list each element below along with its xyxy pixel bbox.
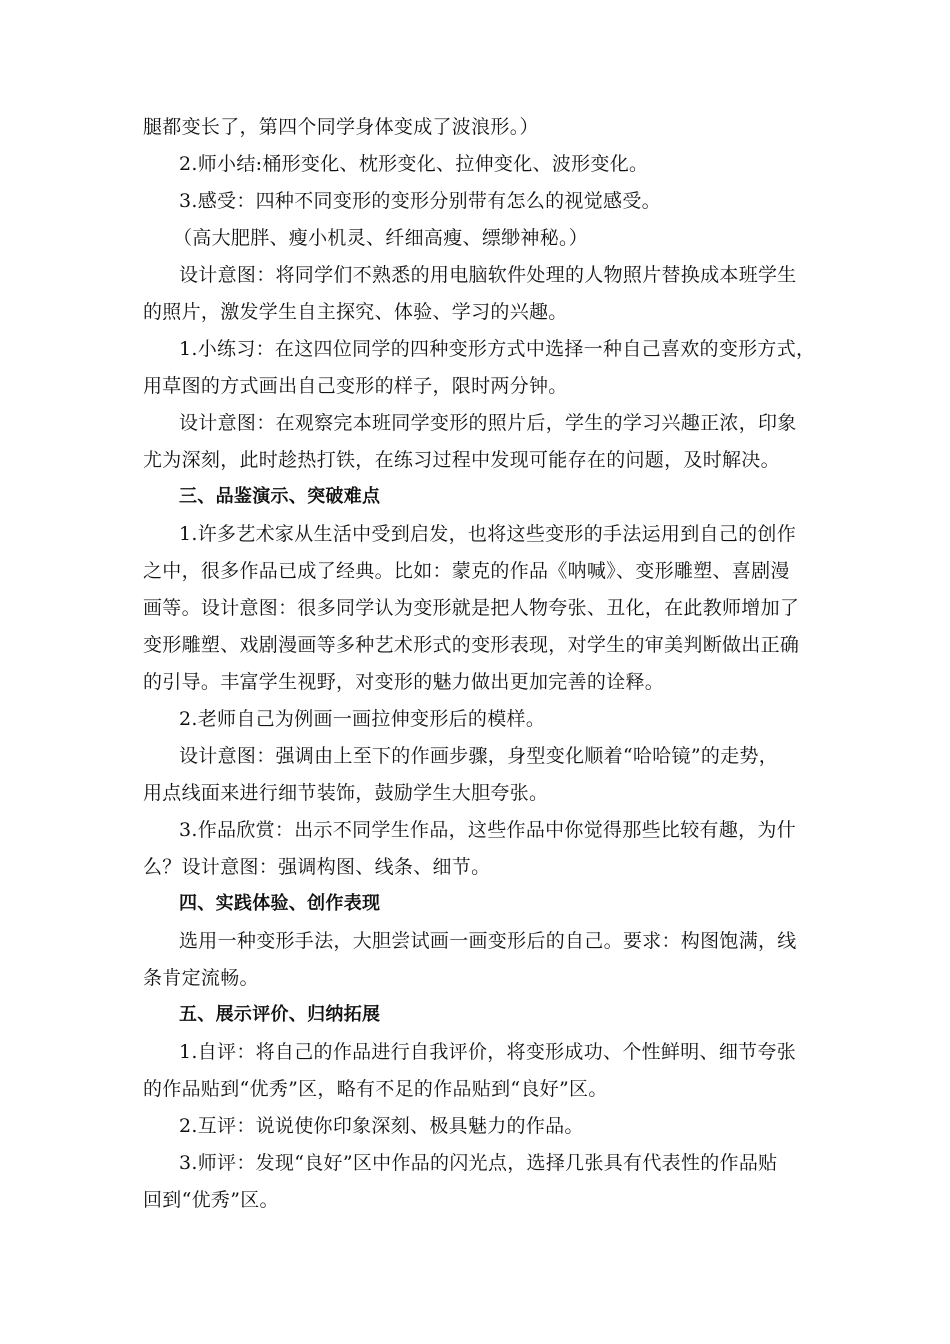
paragraph-line: 设计意图：在观察完本班同学变形的照片后，学生的学习兴趣正浓，印象 <box>179 412 797 434</box>
paragraph-line: 3.感受：四种不同变形的变形分别带有怎么的视觉感受。 <box>179 190 661 212</box>
paragraph-line: 尤为深刻，此时趁热打铁，在练习过程中发现可能存在的问题，及时解决。 <box>143 449 780 471</box>
paragraph-line: （高大肥胖、瘦小机灵、纤细高瘦、缥缈神秘。） <box>173 227 589 249</box>
paragraph-line: 2.师小结:桶形变化、枕形变化、拉伸变化、波形变化。 <box>179 153 649 175</box>
paragraph-line: 之中，很多作品已成了经典。比如：蒙克的作品《呐喊》、变形雕塑、喜剧漫 <box>143 560 790 582</box>
paragraph-line: 么？设计意图：强调构图、线条、细节。 <box>143 856 491 878</box>
paragraph-line: 腿都变长了，第四个同学身体变成了波浪形。） <box>143 116 539 138</box>
paragraph-line: 的照片，激发学生自主探究、体验、学习的兴趣。 <box>143 301 568 323</box>
paragraph-line: 2.老师自己为例画一画拉伸变形后的模样。 <box>179 708 546 730</box>
paragraph-line: 变形雕塑、戏剧漫画等多种艺术形式的变形表现，对学生的审美判断做出正确 <box>143 634 800 656</box>
paragraph-line: 1.自评：将自己的作品进行自我评价，将变形成功、个性鲜明、细节夸张 <box>179 1041 797 1063</box>
paragraph-line: 的作品贴到“优秀”区，略有不足的作品贴到“良好”区。 <box>143 1078 608 1100</box>
paragraph-line: 的引导。丰富学生视野，对变形的魅力做出更加完善的诠释。 <box>143 671 665 693</box>
paragraph-line: 2.互评：说说使你印象深刻、极具魅力的作品。 <box>179 1115 584 1137</box>
section-heading: 三、品鉴演示、突破难点 <box>179 486 381 507</box>
section-heading: 五、展示评价、归纳拓展 <box>179 1004 381 1025</box>
paragraph-line: 设计意图：将同学们不熟悉的用电脑软件处理的人物照片替换成本班学生 <box>179 264 797 286</box>
section-heading: 四、实践体验、创作表现 <box>179 893 381 914</box>
paragraph-line: 选用一种变形手法，大胆尝试画一画变形后的自己。要求：构图饱满，线 <box>179 930 797 952</box>
paragraph-line: 设计意图：强调由上至下的作画步骤，身型变化顺着“哈哈镜”的走势， <box>179 745 779 767</box>
paragraph-line: 用草图的方式画出自己变形的样子，限时两分钟。 <box>143 375 568 397</box>
paragraph-line: 画等。设计意图：很多同学认为变形就是把人物夸张、丑化，在此教师增加了 <box>143 597 800 619</box>
paragraph-line: 1.许多艺术家从生活中受到启发，也将这些变形的手法运用到自己的创作 <box>179 523 797 545</box>
paragraph-line: 1.小练习：在这四位同学的四种变形方式中选择一种自己喜欢的变形方式， <box>179 338 816 360</box>
paragraph-line: 用点线面来进行细节装饰，鼓励学生大胆夸张。 <box>143 782 549 804</box>
paragraph-line: 3.师评：发现“良好”区中作品的闪光点，选择几张具有代表性的作品贴 <box>179 1152 778 1174</box>
paragraph-line: 条肯定流畅。 <box>143 967 259 989</box>
paragraph-line: 3.作品欣赏：出示不同学生作品，这些作品中你觉得那些比较有趣，为什 <box>179 819 797 841</box>
paragraph-line: 回到“优秀”区。 <box>143 1189 279 1211</box>
